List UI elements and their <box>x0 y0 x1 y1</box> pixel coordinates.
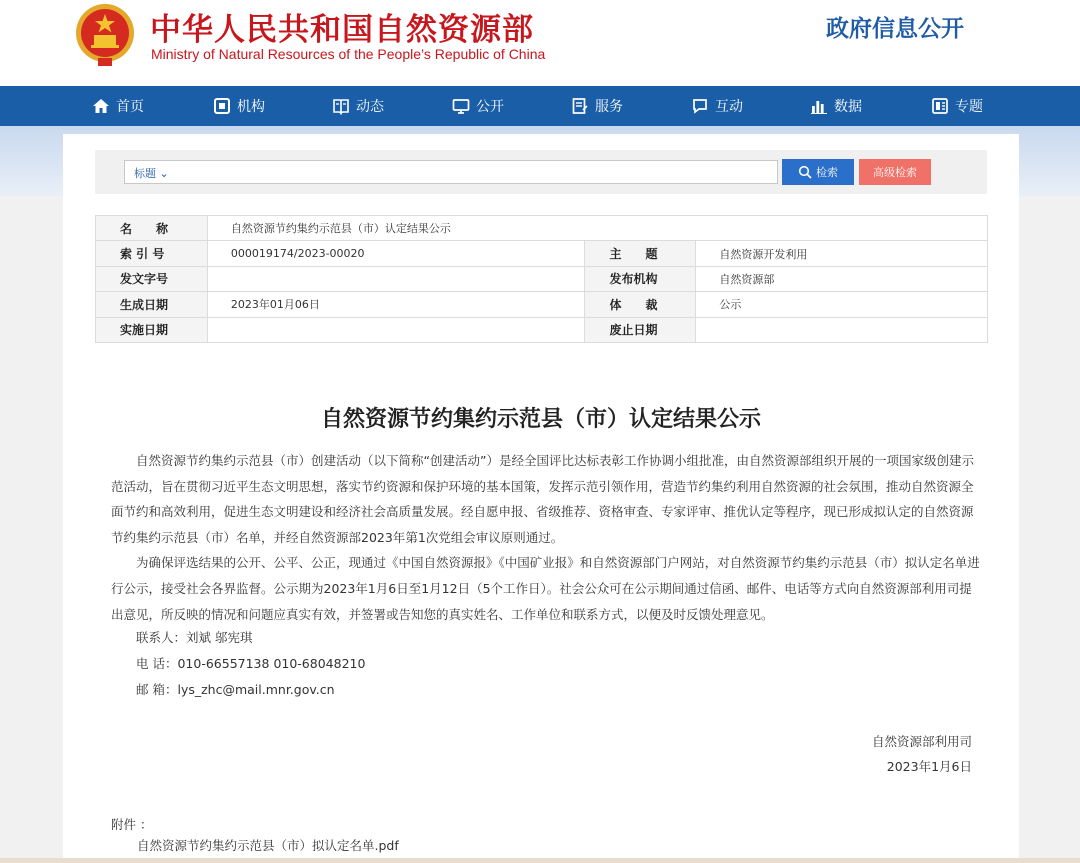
doc-no-value <box>208 267 586 292</box>
nav-item-disclosure[interactable] <box>452 86 504 126</box>
contact-email: 邮 箱：lys_zhc@mail.mnr.gov.cn <box>136 682 335 697</box>
search-icon <box>798 165 812 179</box>
topic-icon <box>931 97 949 115</box>
metadata-row <box>96 267 988 292</box>
national-emblem-icon <box>74 2 136 68</box>
metadata-table <box>95 215 988 343</box>
doc-no-label: 发文字号 <box>96 267 208 292</box>
search-input[interactable] <box>180 162 774 182</box>
nav-item-news[interactable] <box>332 86 384 126</box>
disclosure-icon <box>452 97 470 115</box>
index-value: 000019174/2023-00020 <box>208 241 586 266</box>
publisher-value: 自然资源部 <box>696 267 988 292</box>
name-label: 名 称 <box>96 216 208 241</box>
genre-label: 体 裁 <box>585 292 696 317</box>
nav-item-label: 互动 <box>715 99 743 115</box>
service-icon <box>571 97 589 115</box>
metadata-row <box>96 216 988 241</box>
nav-item-home[interactable] <box>92 86 144 126</box>
institution-icon <box>213 97 231 115</box>
subject-label: 主 题 <box>585 241 696 266</box>
contact-phone: 电 话：010-66557138 010-68048210 <box>136 656 366 671</box>
index-label: 索 引 号 <box>96 241 208 266</box>
effective-date-value <box>208 318 586 343</box>
article-paragraph-2: 为确保评选结果的公开、公平、公正，现通过《中国自然资源报》《中国矿业报》和自然资源部门户网站，对自然资源节约集约示范县（市）拟认定名单进行公示，接受社会各界监督。公示期为2023年1月6日至1月12日（5个工作日）。社会公众可在公示期间通过信函、邮件、电话等方式向自然资源部利用司提出意见，所反映的情况和问题应真实有效，并签署或告知您的真实姓名、工作单位和联系方式，以便及时反馈处理意见。 <box>111 555 980 622</box>
site-name-english: Ministry of Natural Resources of the People’s Republic of China <box>151 46 546 62</box>
article-title: 自然资源节约集约示范县（市）认定结果公示 <box>320 407 761 432</box>
article-body <box>111 448 981 627</box>
nav-item-topic[interactable] <box>931 86 983 126</box>
article-paragraph-1: 自然资源节约集约示范县（市）创建活动（以下简称“创建活动”）是经全国评比达标表彰工作协调小组批准，由自然资源部组织开展的一项国家级创建示范活动，旨在贯彻习近平生态文明思想，落实节约资源和保护环境的基本国策，发挥示范引领作用，营造节约集约利用自然资源的社会氛围，推动自然资源全面节约和高效利用，促进生态文明建设和经济社会高质量发展。经自愿申报、省级推荐、资格审查、专家评审、推优认定等程序，现已形成拟认定的自然资源节约集约示范县（市）名单，并经自然资源部2023年第1次党组会审议原则通过。 <box>111 453 974 545</box>
gov-info-disclosure-link[interactable]: 政府信息公开 <box>826 16 964 42</box>
advanced-search-button[interactable]: 高级检索 <box>859 159 931 185</box>
nav-item-label: 专题 <box>955 99 983 115</box>
nav-item-label: 动态 <box>356 99 384 115</box>
nav-item-institution[interactable] <box>213 86 265 126</box>
site-header <box>0 0 1080 86</box>
search-button-label: 检索 <box>816 166 838 179</box>
expiry-date-label: 废止日期 <box>585 318 696 343</box>
nav-item-interaction[interactable] <box>691 86 743 126</box>
attachment-pdf-link[interactable]: 自然资源节约集约示范县（市）拟认定名单.pdf <box>137 838 399 853</box>
metadata-row <box>96 318 988 343</box>
data-chart-icon <box>810 97 828 115</box>
site-name-chinese: 中华人民共和国自然资源部 <box>150 12 534 48</box>
nav-item-label: 数据 <box>834 99 862 115</box>
effective-date-label: 实施日期 <box>96 318 208 343</box>
nav-item-label: 机构 <box>237 99 265 115</box>
nav-item-label: 服务 <box>595 99 623 115</box>
nav-item-data[interactable] <box>810 86 862 126</box>
nav-item-service[interactable] <box>571 86 623 126</box>
nav-item-label: 首页 <box>116 99 144 115</box>
news-icon <box>332 97 350 115</box>
expiry-date-value <box>696 318 988 343</box>
page-bottom-strip <box>0 858 1080 863</box>
attachment-label: 附件 ： <box>111 817 153 832</box>
interaction-icon <box>691 97 709 115</box>
search-scope-dropdown[interactable]: 标题 ⌄ <box>134 167 169 180</box>
genre-value: 公示 <box>696 292 988 317</box>
subject-value: 自然资源开发利用 <box>696 241 988 266</box>
signature-date: 2023年1月6日 <box>886 759 972 774</box>
name-value: 自然资源节约集约示范县（市）认定结果公示 <box>208 216 988 241</box>
contact-person: 联系人：刘斌 邬宪琪 <box>136 630 253 645</box>
metadata-row <box>96 292 988 317</box>
search-button[interactable] <box>782 159 854 185</box>
main-nav <box>0 86 1080 126</box>
signature-org: 自然资源部利用司 <box>871 734 972 749</box>
metadata-row <box>96 241 988 266</box>
nav-item-label: 公开 <box>476 99 504 115</box>
home-icon <box>92 97 110 115</box>
created-date-label: 生成日期 <box>96 292 208 317</box>
publisher-label: 发布机构 <box>585 267 696 292</box>
created-date-value: 2023年01月06日 <box>208 292 586 317</box>
